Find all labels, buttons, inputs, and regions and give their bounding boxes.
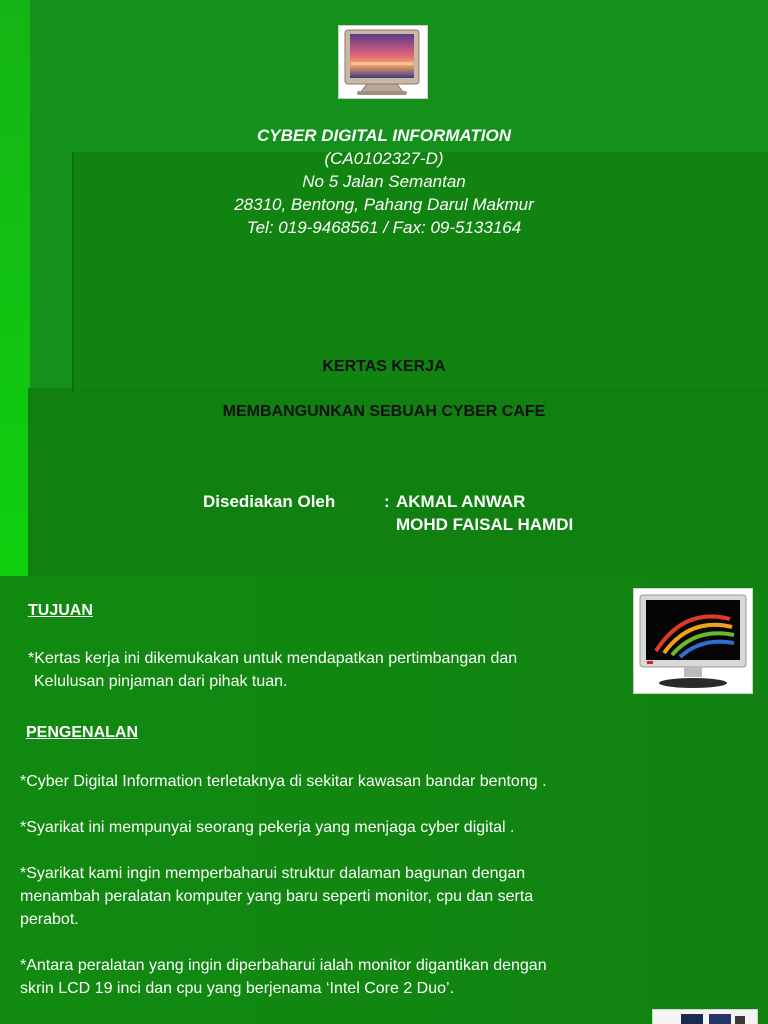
cpu-tower-icon	[652, 1009, 758, 1024]
tujuan-heading: TUJUAN	[28, 602, 93, 619]
pengenalan-para-4-line1: *Antara peralatan yang ingin diperbaharui ialah monitor digantikan dengan	[20, 957, 547, 974]
pengenalan-para-3-line1: *Syarikat kami ingin memperbaharui struktur dalaman bagunan dengan	[20, 865, 526, 882]
content-slide	[0, 576, 768, 1024]
pengenalan-para-2: *Syarikat ini mempunyai seorang pekerja yang menjaga cyber digital .	[20, 819, 515, 836]
pengenalan-para-3-line3: perabot.	[20, 911, 79, 928]
company-reg-no: (CA0102327-D)	[324, 149, 444, 168]
company-name: CYBER DIGITAL INFORMATION	[256, 126, 512, 145]
doc-main-title: MEMBANGUNKAN SEBUAH CYBER CAFE	[222, 403, 546, 420]
company-address-line1: No 5 Jalan Semantan	[302, 172, 466, 191]
monitor-sunset-icon	[338, 25, 428, 99]
company-address-line2: 28310, Bentong, Pahang Darul Makmur	[234, 195, 534, 214]
company-contact: Tel: 019-9468561 / Fax: 09-5133164	[246, 218, 522, 237]
tujuan-line2: Kelulusan pinjaman dari pihak tuan.	[34, 673, 288, 690]
cover-left-band	[0, 0, 30, 576]
prepared-by-label: Disediakan Oleh	[203, 492, 336, 511]
pengenalan-para-1: *Cyber Digital Information terletaknya di sekitar kawasan bandar bentong .	[20, 773, 547, 790]
author-name-1: AKMAL ANWAR	[396, 492, 526, 511]
lcd-monitor-icon	[633, 588, 753, 694]
doc-type-title: KERTAS KERJA	[322, 358, 446, 375]
pengenalan-heading: PENGENALAN	[26, 724, 139, 741]
tujuan-line1: *Kertas kerja ini dikemukakan untuk mendapatkan pertimbangan dan	[28, 650, 518, 667]
author-name-2: MOHD FAISAL HAMDI	[396, 515, 574, 534]
pengenalan-para-4-line2: skrin LCD 19 inci dan cpu yang berjenama ‘Intel Core 2 Duo’.	[20, 980, 455, 997]
pengenalan-para-3-line2: menambah peralatan komputer yang baru seperti monitor, cpu dan serta	[20, 888, 534, 905]
prepared-by-separator: :	[384, 492, 390, 511]
